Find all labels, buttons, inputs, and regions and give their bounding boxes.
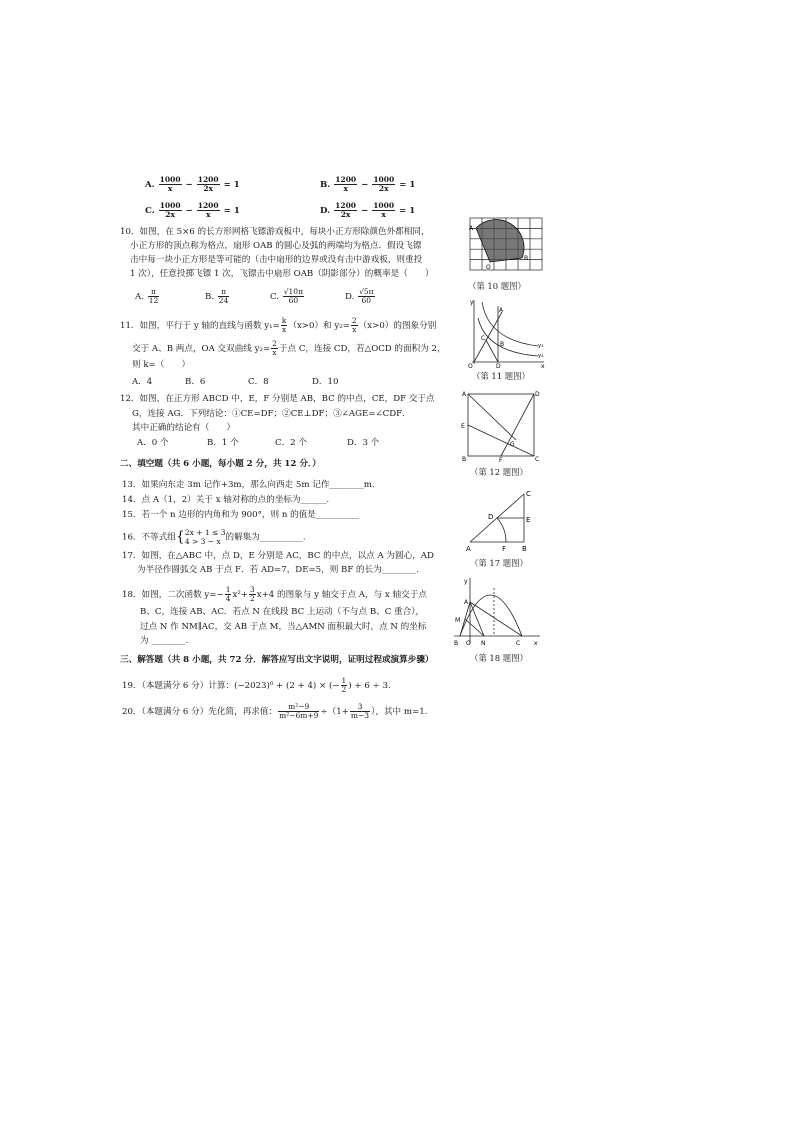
q17-line-1: 17．如图，在△ABC 中，点 D，E 分别是 AC，BC 的中点，以点 A 为圆心，AD — [122, 551, 434, 561]
figure-17-triangle — [462, 488, 542, 554]
q12-line-1: 12．如图，在正方形 ABCD 中，E，F 分别是 AB，BC 的中点，CE，DF 交于点 — [120, 394, 435, 404]
fig18-label-b: B — [454, 640, 459, 647]
figure-10-grid — [466, 214, 546, 276]
fig12-label-d: D — [535, 391, 540, 398]
figure-18-parabola — [450, 574, 544, 648]
q11-line-1: 11．如图，平行于 y 轴的直线与函数 y₁= $\frac{k}{x}$ （x>0）和 y₂= $\frac{2}{x}$ （x>0）的图象分别 — [120, 316, 437, 334]
q10-option-c: C. $\frac{√10\pi}{60}$ — [270, 287, 304, 305]
fig18-label-a: A — [464, 599, 469, 606]
fig17-label-a: A — [466, 545, 471, 553]
q19: 19．（本题满分 6 分）计算：(−2023)⁰ + (2 + 4) × (− $\frac{1}{2}$ ) + 6 ÷ 3. — [122, 676, 391, 694]
q9-option-b: B. $\frac{1200}{x}$ − $\frac{1000}{2x}$ = 1 — [320, 175, 416, 193]
fig17-label-e: E — [526, 516, 531, 524]
fig11-label-o: O — [468, 363, 473, 368]
q9-option-d: D. $\frac{1200}{2x}$ − $\frac{1000}{x}$ = 1 — [320, 201, 416, 219]
figure-18-caption: （第 18 题图） — [470, 653, 528, 663]
q10-line-4: 1 次），任意投掷飞镖 1 次，飞镖击中扇形 OAB（阴影部分）的概率是（ ） — [130, 269, 434, 279]
section-2-heading: 二、填空题（共 6 小题，每小题 2 分，共 12 分．） — [120, 459, 321, 469]
q9-option-a: A. $\frac{1000}{x}$ − $\frac{1200}{2x}$ = 1 — [145, 175, 240, 193]
fig18-label-o: O — [466, 640, 471, 647]
q17-line-2: 为半径作圆弧交 AB 于点 F．若 AD=7，DE=5，则 BF 的长为________. — [137, 565, 419, 575]
q18-line-2: B、C，连接 AB、AC．若点 N 在线段 BC 上运动（不与点 B、C 重合）， — [140, 607, 425, 617]
q12-line-3: 其中正确的结论有（ ） — [132, 423, 236, 433]
q10-option-d: D. $\frac{√5\pi}{60}$ — [345, 287, 374, 305]
fig17-label-f: F — [502, 545, 507, 553]
q11-line-3: 则 k=（ ） — [132, 360, 191, 370]
q12-option-c: C．2 个 — [275, 438, 307, 448]
q20: 20．（本题满分 6 分）先化简，再求值： $\frac{\text{m²−9}}{\text{m²−6m+9}}$ ÷（1+ $\frac{3}{m-3}$ ），其中 m=1. — [122, 702, 428, 720]
fig11-label-a: A — [499, 307, 504, 314]
q10-line-2: 小正方形的顶点称为格点，扇形 OAB 的圆心及弧的两端均为格点．假设飞镖 — [130, 241, 422, 251]
q12-line-2: G，连接 AG．下列结论：①CE=DF；②CE⊥DF；③∠AGE=∠CDF． — [132, 409, 411, 419]
figure-11-caption: （第 11 题图） — [472, 371, 530, 381]
figure-12-caption: （第 12 题图） — [470, 467, 528, 477]
fig10-label-b: B — [524, 255, 529, 262]
figure-12-square — [460, 388, 542, 462]
q10-option-a: A. $\frac{\pi}{12}$ — [135, 287, 159, 305]
q18-line-4: 为 ________. — [140, 636, 189, 646]
figure-10-caption: （第 10 题图） — [468, 281, 526, 291]
q15: 15．若一个 n 边形的内角和为 900°，则 n 的值是__________ — [122, 510, 359, 520]
fig12-label-e: E — [461, 423, 465, 430]
q18-line-1: 18．如图，二次函数 y=− $\frac{1}{4}$ x²+ $\frac{3}{2}$ x+4 的图象与 y 轴交于点 A，与 x 轴交于点 — [122, 585, 427, 603]
q11-option-a: A．4 — [132, 377, 153, 387]
fig18-label-m: M — [455, 617, 461, 624]
fig18-label-c: C — [516, 640, 521, 647]
fig11-label-y1: y₁ — [538, 343, 544, 349]
fig12-label-c: C — [535, 456, 540, 462]
q14: 14．点 A（1，2）关于 x 轴对称的点的坐标为______. — [122, 495, 330, 505]
fig11-label-b: B — [500, 341, 505, 348]
q12-option-a: A．0 个 — [137, 438, 169, 448]
q12-option-b: B．1 个 — [207, 438, 239, 448]
q11-line-2: 交于 A、B 两点，OA 交双曲线 y₂= $\frac{2}{x}$ 于点 C，连接 CD，若△OCD 的面积为 2， — [132, 339, 446, 357]
figure-17-caption: （第 17 题图） — [470, 558, 528, 568]
q11-option-c: C．8 — [248, 377, 269, 387]
figure-11-graph — [462, 296, 548, 368]
q12-option-d: D．3 个 — [347, 438, 380, 448]
q10-line-1: 10．如图，在 5×6 的长方形网格飞镖游戏板中，每块小正方形除颜色外都相同， — [120, 227, 430, 237]
fig12-label-f: F — [499, 457, 503, 462]
fig17-label-b: B — [522, 545, 527, 553]
fig12-label-a: A — [462, 391, 467, 398]
fig18-label-n: N — [481, 640, 486, 647]
q9-option-c: C. $\frac{1000}{2x}$ − $\frac{1200}{x}$ = 1 — [145, 201, 240, 219]
fig11-label-c: C — [481, 335, 486, 342]
fig10-label-o: O — [486, 264, 491, 271]
q18-line-3: 过点 N 作 NM∥AC，交 AB 于点 M，当△AMN 面积最大时，点 N 的坐标 — [140, 622, 427, 632]
q13: 13．如果向东走 3m 记作+3m，那么向西走 5m 记作________m. — [122, 480, 375, 490]
q16: 16．不等式组{ 2x + 1 ≤ 3 4 > 3 − x 的解集为__________. — [122, 528, 306, 546]
shaded-sector — [476, 220, 524, 262]
fig11-label-d: D — [496, 363, 501, 368]
fig12-label-b: B — [462, 456, 467, 462]
fig12-label-g: G — [510, 441, 515, 448]
q10-option-b: B. $\frac{\pi}{24}$ — [205, 287, 229, 305]
fig18-label-y: y — [464, 578, 468, 585]
fig17-label-c: C — [526, 490, 531, 498]
q11-option-d: D．10 — [312, 377, 339, 387]
fig11-label-x: x — [541, 363, 545, 368]
q10-line-3: 击中每一块小正方形是等可能的（击中扇形的边界或没有击中游戏板，则重投 — [130, 255, 423, 265]
fig10-label-a: A — [469, 225, 474, 232]
fig11-label-y: y — [470, 299, 474, 306]
section-3-heading: 三、解答题（共 8 小题，共 72 分．解答应写出文字说明，证明过程或演算步骤） — [120, 655, 434, 665]
fig17-label-d: D — [488, 513, 494, 521]
fig11-label-y2: y₂ — [538, 353, 544, 359]
q11-option-b: B．6 — [185, 377, 206, 387]
fig18-label-x: x — [534, 640, 538, 647]
